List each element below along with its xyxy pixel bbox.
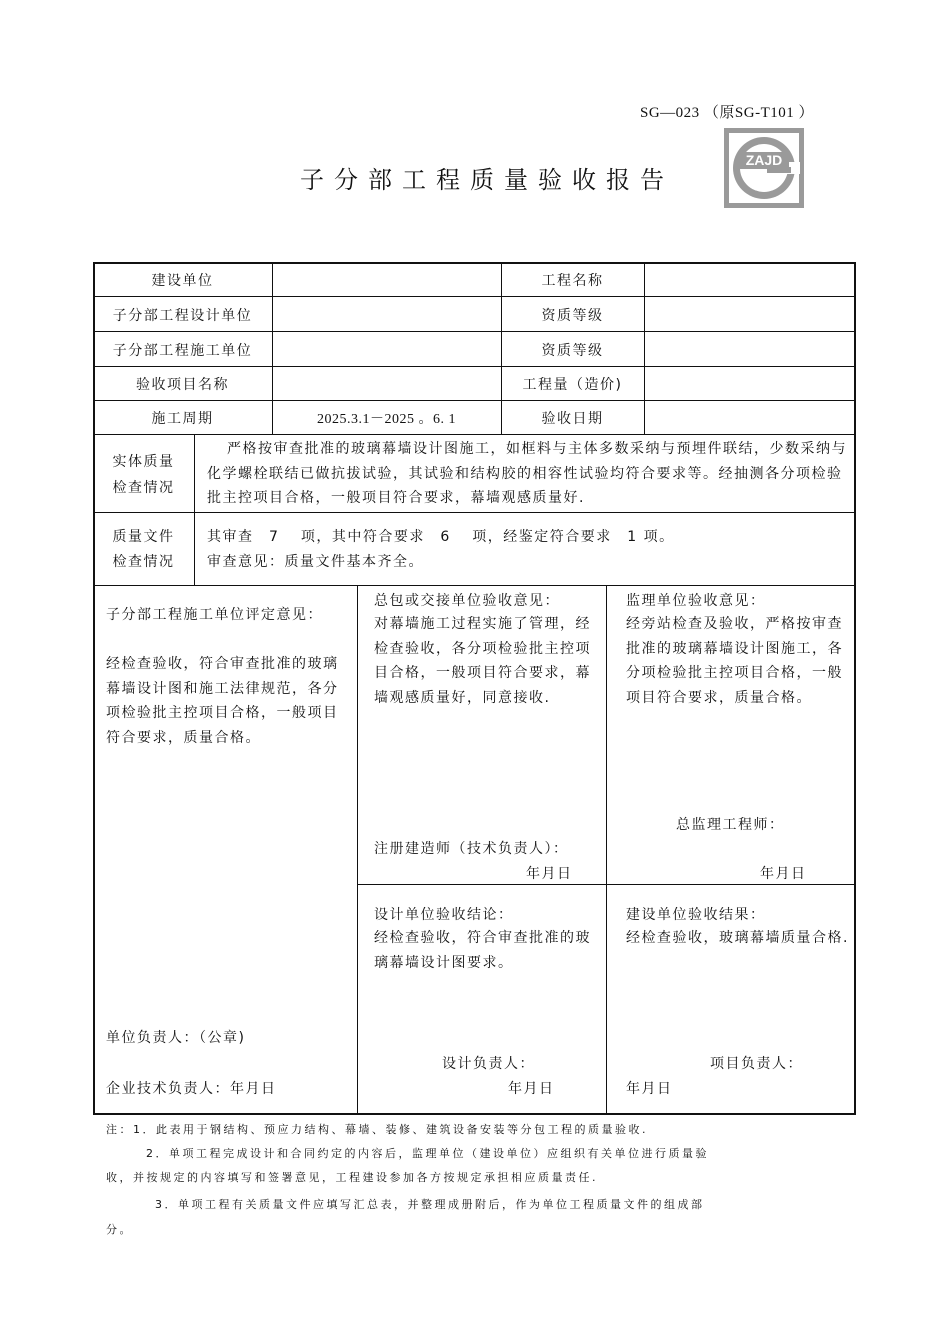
note-3-continued: 分。	[106, 1223, 133, 1236]
technical-leader-signature: 企业技术负责人：年月日	[106, 1081, 277, 1097]
label-project-name: 工程名称	[541, 273, 604, 289]
col-divider	[644, 262, 645, 434]
general-contractor-text: 对幕墙施工过程实施了管理，经检查验收，各分项检验批主控项目合格，一般项目符合要求，幕墙观感质量好，同意接收.	[374, 616, 591, 706]
row-divider	[93, 400, 856, 401]
label-qualification-grade: 资质等级	[541, 308, 604, 324]
chief-supervisor-signature: 总监理工程师：	[676, 817, 785, 833]
label-acceptance-date: 验收日期	[541, 411, 604, 427]
note-1: 注：1．此表用于钢结构、预应力结构、幕墙、装修、建筑设备安装等分包工程的质量验收.	[106, 1123, 648, 1136]
page-title: 子分部工程质量验收报告	[300, 166, 674, 194]
general-contractor-heading: 总包或交接单位验收意见：	[374, 593, 560, 609]
label-construction-period: 施工周期	[151, 411, 214, 427]
label-document-check: 检查情况	[112, 554, 175, 570]
quality-check-text: 严格按审查批准的玻璃幕墙设计图施工，如框料与主体多数采纳与预埋件联结，少数采纳与化学螺栓联结已做抗拔试验，其试验和结构胶的相容性试验均符合要求等。经抽测各分项检验批主控项目合格，一般项目符合要求，幕墙观感质量好.	[207, 441, 847, 506]
contractor-opinion-heading: 子分部工程施工单位评定意见：	[106, 607, 323, 623]
owner-text: 经检查验收，玻璃幕墙质量合格.	[626, 930, 849, 946]
registered-constructor-signature: 注册建造师（技术负责人）：	[374, 841, 569, 857]
design-unit-text: 经检查验收，符合审查批准的玻璃幕墙设计图要求。	[374, 930, 591, 971]
document-count-text: 其审查 7 项，其中符合要求 6 项，经鉴定符合要求 1 项。	[207, 529, 675, 545]
label-quality-check: 实体质量	[112, 454, 175, 470]
note-3: 3．单项工程有关质量文件应填写汇总表，并整理成册附后，作为单位工程质量文件的组成部	[155, 1198, 705, 1211]
label-design-unit: 子分部工程设计单位	[112, 308, 253, 324]
supervision-date: 年月日	[760, 866, 807, 882]
design-leader-signature: 设计负责人：	[442, 1056, 535, 1072]
construction-period-value: 2025.3.1－2025 。6. 1	[317, 412, 456, 427]
label-qualification-grade: 资质等级	[541, 343, 604, 359]
design-date: 年月日	[508, 1081, 555, 1097]
owner-heading: 建设单位验收结果：	[626, 907, 766, 923]
col-divider	[357, 585, 358, 1115]
zajd-logo	[723, 127, 805, 209]
note-2: 2．单项工程完成设计和合同约定的内容后，监理单位（建设单位）应组织有关单位进行质量验	[146, 1147, 709, 1160]
note-2-continued: 收，并按规定的内容填写和签署意见，工程建设参加各方按规定承担相应质量责任.	[106, 1171, 598, 1184]
design-unit-heading: 设计单位验收结论：	[374, 907, 514, 923]
label-document-check: 质量文件	[112, 529, 175, 545]
row-divider	[93, 512, 856, 513]
document-review-text: 审查意见：质量文件基本齐全。	[207, 554, 424, 570]
general-contractor-date: 年月日	[526, 866, 573, 882]
row-divider	[93, 434, 856, 435]
col-divider	[194, 434, 195, 585]
supervision-heading: 监理单位验收意见：	[626, 593, 766, 609]
label-work-quantity: 工程量（造价)	[522, 377, 623, 393]
project-leader-signature: 项目负责人：	[710, 1056, 803, 1072]
row-divider	[93, 296, 856, 297]
contractor-opinion-text: 经检查验收，符合审查批准的玻璃幕墙设计图和施工法律规范，各分项检验批主控项目合格，一般项目符合要求，质量合格。	[106, 656, 339, 746]
form-code: SG—023 （原SG-T101 ）	[640, 105, 815, 121]
label-construction-unit: 建设单位	[151, 273, 214, 289]
col-divider	[606, 585, 607, 1115]
supervision-text: 经旁站检查及验收，严格按审查批准的玻璃幕墙设计图施工，各分项检验批主控项目合格，一般项目符合要求，质量合格。	[626, 616, 843, 706]
unit-leader-signature: 单位负责人：（公章)	[106, 1030, 246, 1046]
row-divider	[93, 585, 856, 586]
row-divider	[93, 331, 856, 332]
row-divider	[93, 366, 856, 367]
owner-date: 年月日	[626, 1081, 673, 1097]
label-construction-contractor: 子分部工程施工单位	[112, 343, 253, 359]
svg-text:ZAJD: ZAJD	[745, 152, 783, 168]
label-acceptance-item: 验收项目名称	[136, 377, 229, 393]
label-quality-check: 检查情况	[112, 480, 175, 496]
